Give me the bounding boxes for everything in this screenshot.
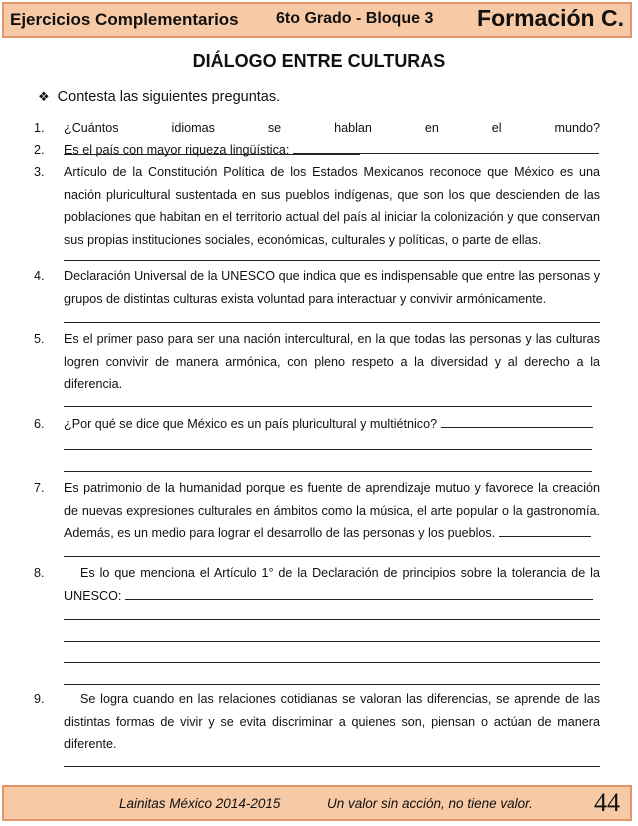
question-text: Declaración Universal de la UNESCO que indica que es indispensable que entre las personas y grupos de distintas culturas exista voluntad para interactuar y convivir armónicamente. <box>64 269 600 306</box>
answer-line[interactable] <box>64 684 600 685</box>
answer-line[interactable] <box>64 619 600 620</box>
question-8 <box>34 562 600 607</box>
question-text: Se logra cuando en las relaciones cotidianas se valoran las diferencias, se aprende de las distintas formas de vivir y se evita discriminar a quienes son, piensan o actúan de manera diferente. <box>64 692 600 751</box>
answer-line[interactable] <box>293 139 599 154</box>
header-subject: Ejercicios Complementarios <box>10 10 239 29</box>
question-7 <box>34 477 600 545</box>
question-number: 1. <box>34 121 45 135</box>
answer-line[interactable] <box>64 556 600 557</box>
question-number: 7. <box>34 481 45 495</box>
footer-motto: Un valor sin acción, no tiene valor. <box>327 796 533 811</box>
header-grade: 6to Grado - Bloque 3 <box>276 10 434 27</box>
question-number: 8. <box>34 566 45 580</box>
question-6 <box>34 413 600 436</box>
answer-line[interactable] <box>125 585 593 600</box>
answer-line[interactable] <box>64 641 600 642</box>
answer-line[interactable] <box>64 766 600 767</box>
header-course: Formación C. <box>477 5 624 31</box>
answer-line[interactable] <box>64 322 600 323</box>
answer-line[interactable] <box>64 406 592 407</box>
question-9 <box>34 688 600 756</box>
answer-line[interactable] <box>441 413 593 428</box>
question-text: Es lo que menciona el Artículo 1° de la Declaración de principios sobre la tolerancia de la UNESCO: <box>64 566 600 603</box>
question-text: Es el país con mayor riqueza lingüística: <box>64 143 290 157</box>
footer-author: Lainitas México 2014-2015 <box>119 796 281 811</box>
page-header <box>2 2 632 38</box>
question-number: 3. <box>34 165 45 179</box>
question-text: Es el primer paso para ser una nación intercultural, en la que todas las personas y las culturas logren convivir de manera armónica, con pleno respeto a la diversidad y al derecho a la diferencia. <box>64 332 600 391</box>
question-number: 9. <box>34 692 45 706</box>
answer-line[interactable] <box>64 471 592 472</box>
question-text: ¿Por qué se dice que México es un país pluricultural y multiétnico? <box>64 417 438 431</box>
question-number: 6. <box>34 417 45 431</box>
question-number: 4. <box>34 269 45 283</box>
instruction <box>38 89 280 105</box>
question-3 <box>34 161 600 251</box>
question-5 <box>34 328 600 396</box>
question-text: Artículo de la Constitución Política de los Estados Mexicanos reconoce que México es una nación pluricultural sustentada en sus pueblos indígenas, que son los que descienden de las poblaciones que habitan en el territorio actual del país al iniciar la colonización y que conservan sus propias instituciones sociales, económicas, culturales y políticas, o parte de ellas. <box>64 165 600 247</box>
page-number: 44 <box>594 788 620 817</box>
page-footer <box>2 785 632 821</box>
question-number: 5. <box>34 332 45 346</box>
question-4 <box>34 265 600 310</box>
answer-line[interactable] <box>64 449 592 450</box>
question-text: ¿Cuántos idiomas se hablan en el mundo? <box>64 121 600 135</box>
instruction-text: Contesta las siguientes preguntas. <box>57 89 281 105</box>
question-2 <box>34 139 600 162</box>
answer-line[interactable] <box>64 260 600 261</box>
page-title: DIÁLOGO ENTRE CULTURAS <box>192 51 446 71</box>
question-text: Es patrimonio de la humanidad porque es fuente de aprendizaje mutuo y favorece la creación de nuevas expresiones culturales en ámbitos como la música, el arte popular o la gastronomía. Además, es un medio para lograr el desarrollo de las personas y los pueblos. <box>64 481 600 540</box>
answer-line[interactable] <box>64 662 600 663</box>
diamond-bullet-icon: ❖ <box>38 89 50 104</box>
question-number: 2. <box>34 143 45 157</box>
answer-line[interactable] <box>499 522 591 537</box>
